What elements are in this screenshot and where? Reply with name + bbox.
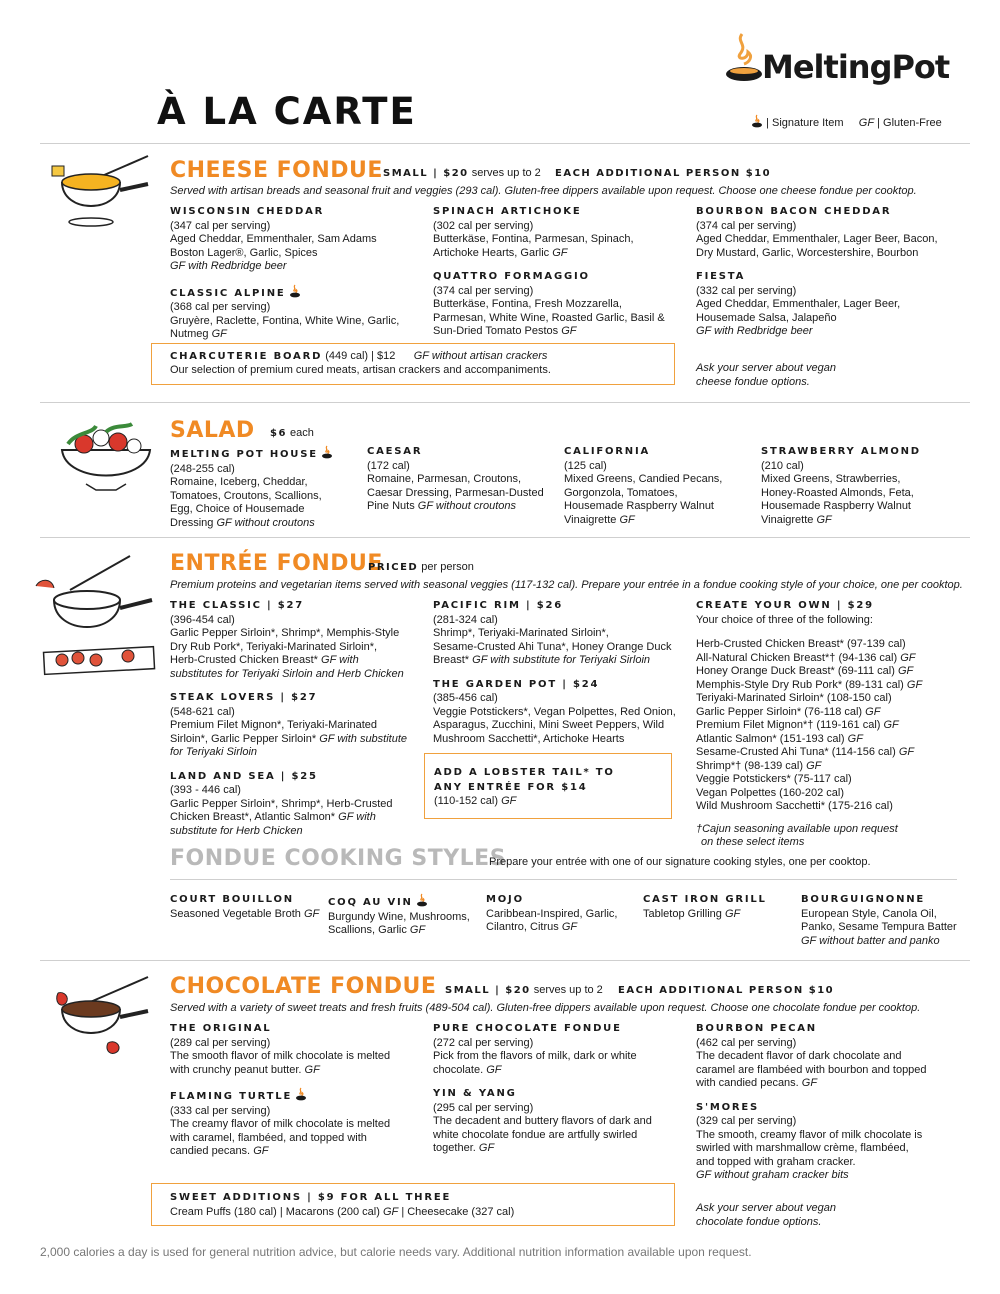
- menu-item: [433, 678, 693, 747]
- item-desc: Gruyère, Raclette, Fontina, White Wine, Garlic,: [170, 314, 400, 327]
- item-gf-note: substitutes for Teriyaki Sirloin and Herb Chicken: [170, 667, 404, 680]
- create-option-text: Sesame-Crusted Ahi Tuna* (114-156 cal): [696, 746, 896, 758]
- create-option: [696, 665, 966, 679]
- item-name: BOURBON PECAN: [696, 1023, 817, 1034]
- signature-flame-icon: [321, 445, 333, 459]
- sweet-gf-note: GF: [382, 1205, 399, 1218]
- item-gf-note: GF: [478, 1142, 495, 1154]
- item-gf-note: GF with substitute for Teriyaki Sirloin: [472, 654, 651, 666]
- vegan-note-line: chocolate fondue options.: [696, 1215, 822, 1228]
- create-option-gf: GF: [898, 746, 915, 758]
- item-desc: Dressing: [170, 516, 214, 529]
- lobster-gf-note: GF: [501, 795, 517, 807]
- item-desc: Romaine, Iceberg, Cheddar,: [170, 476, 308, 488]
- item-cal: (172 cal): [367, 459, 410, 472]
- item-gf-note: GF: [801, 1077, 818, 1089]
- logo-wordmark: MeltingPot: [762, 48, 950, 86]
- item-desc: Nutmeg: [170, 328, 209, 340]
- charcuterie-gf-note: GF without artisan crackers: [413, 350, 548, 362]
- style-cast-iron: [643, 893, 767, 921]
- item-cal: (289 cal per serving): [170, 1036, 271, 1049]
- menu-item: [170, 205, 425, 274]
- item-desc: Housemade Raspberry Walnut: [761, 500, 911, 512]
- footer-disclaimer: 2,000 calories a day is used for general nutrition advice, but calorie needs vary. Additional nutrition information available upon request.: [40, 1245, 752, 1259]
- item-gf-note: GF without graham cracker bits: [696, 1169, 849, 1181]
- entree-col-1: [170, 599, 425, 847]
- item-desc: Boston Lager®, Garlic, Spices: [170, 246, 318, 259]
- salad-price: [270, 427, 314, 439]
- cheese-additional-text: EACH ADDITIONAL PERSON $10: [555, 168, 772, 179]
- create-option: [696, 719, 966, 733]
- cheese-additional: [555, 167, 771, 179]
- create-option-gf: GF: [897, 665, 914, 677]
- item-desc: Pine Nuts: [367, 500, 415, 512]
- item-name: STRAWBERRY ALMOND: [761, 446, 921, 457]
- item-desc: Gorgonzola, Tomatoes,: [564, 486, 678, 499]
- entree-col-2: [433, 599, 693, 755]
- item-desc: Sun-Dried Tomato Pestos: [433, 325, 559, 337]
- salad-bowl-icon: [56, 414, 156, 494]
- brand-logo: [724, 30, 954, 92]
- item-desc: Caribbean-Inspired, Garlic,: [486, 907, 618, 920]
- item-desc: Parmesan, White Wine, Roasted Garlic, Basil &: [433, 311, 665, 324]
- item-gf-note: GF: [253, 1145, 269, 1157]
- item-gf-note: GF: [303, 907, 320, 920]
- charcuterie-cal: (449 cal) | $12: [325, 350, 396, 362]
- entree-priced-bold: PRICED: [368, 562, 419, 573]
- menu-item: [170, 1022, 425, 1077]
- signature-flame-icon: [289, 284, 301, 298]
- item-name: CAESAR: [367, 446, 423, 457]
- item-name: WISCONSIN CHEDDAR: [170, 206, 325, 217]
- cajun-note-line: †Cajun seasoning available upon request: [696, 822, 898, 835]
- entree-intro: Premium proteins and vegetarian items served with seasonal veggies (117-132 cal). Prepare your entrée in a fondue cooking style of your choice, one per cooktop.: [170, 579, 963, 591]
- lobster-addon: [434, 766, 615, 809]
- item-name-text: MELTING POT HOUSE: [170, 449, 318, 460]
- item-name: STEAK LOVERS | $27: [170, 692, 318, 703]
- salad-price-suffix: each: [289, 427, 314, 439]
- signature-flame-icon: [751, 114, 763, 128]
- item-desc: Butterkäse, Fontina, Parmesan, Spinach,: [433, 233, 634, 245]
- page-title: À LA CARTE: [157, 90, 417, 133]
- item-gf-note: GF: [724, 907, 741, 920]
- divider: [40, 402, 970, 403]
- item-desc: Garlic Pepper Sirloin*, Shrimp*, Herb-Crusted: [170, 797, 393, 810]
- item-gf-note: GF with: [338, 811, 376, 823]
- item-desc: Garlic Pepper Sirloin*, Shrimp*, Memphis-Style: [170, 627, 400, 639]
- item-desc: Artichoke Hearts, Garlic: [433, 246, 550, 259]
- charcuterie-desc: Our selection of premium cured meats, artisan crackers and accompaniments.: [170, 363, 551, 376]
- item-cal: (368 cal per serving): [170, 301, 271, 313]
- item-desc: Mushroom Sacchetti*, Artichoke Hearts: [433, 732, 625, 745]
- divider: [40, 143, 970, 144]
- item-cal: (125 cal): [564, 459, 607, 472]
- item-cal: (281-324 cal): [433, 613, 498, 626]
- cheese-col-3: [696, 205, 966, 348]
- item-desc: Aged Cheddar, Emmenthaler, Lager Beer,: [696, 298, 901, 310]
- create-option: [696, 706, 966, 720]
- chocolate-additional-text: EACH ADDITIONAL PERSON $10: [618, 985, 835, 996]
- item-desc: Herb-Crusted Chicken Breast*: [170, 654, 318, 666]
- create-option-text: Teriyaki-Marinated Sirloin* (108-150 cal): [696, 692, 892, 704]
- item-gf-note: GF: [561, 921, 578, 933]
- item-desc: Caesar Dressing, Parmesan-Dusted: [367, 486, 544, 499]
- item-desc: Mixed Greens, Strawberries,: [761, 473, 901, 485]
- styles-intro: Prepare your entrée with one of our signature cooking styles, one per cooktop.: [489, 856, 871, 868]
- cheese-col-1: [170, 205, 425, 351]
- cheese-title: CHEESE FONDUE: [170, 158, 383, 183]
- item-desc: Asparagus, Zucchini, Mini Sweet Peppers, Wild: [433, 719, 665, 731]
- item-desc: candied pecans.: [170, 1145, 251, 1157]
- item-desc: together.: [433, 1142, 476, 1154]
- item-gf-note: GF with Redbridge beer: [696, 325, 813, 337]
- item-desc: Vinaigrette: [564, 513, 617, 526]
- signature-flame-icon: [416, 893, 428, 907]
- create-option-gf: GF: [883, 719, 899, 731]
- item-gf-note: GF: [816, 513, 832, 526]
- create-option: [696, 787, 966, 801]
- item-name: [170, 284, 425, 301]
- chocolate-additional: [618, 984, 834, 996]
- item-desc: Sesame-Crusted Ahi Tuna*, Honey Orange Duck: [433, 640, 672, 653]
- create-option-gf: GF: [847, 732, 863, 745]
- menu-item: [696, 205, 966, 260]
- create-option-text: All-Natural Chicken Breast*† (94-136 cal): [696, 651, 898, 664]
- chocolate-fondue-pot-icon: [48, 973, 158, 1063]
- entree-fondue-pot-icon: [30, 550, 160, 680]
- item-desc: white chocolate fondue are artfully swirled: [433, 1128, 638, 1141]
- salad-item-california: [564, 445, 754, 527]
- create-option: [696, 760, 966, 774]
- salad-item-house: [170, 445, 360, 530]
- lobster-cal: (110-152 cal): [434, 795, 498, 807]
- item-cal: (462 cal per serving): [696, 1036, 797, 1049]
- styles-title: FONDUE COOKING STYLES: [170, 846, 507, 871]
- item-cal: (396-454 cal): [170, 613, 235, 626]
- create-option-text: Garlic Pepper Sirloin* (76-118 cal): [696, 705, 863, 718]
- item-cal: (210 cal): [761, 459, 804, 472]
- item-name: PURE CHOCOLATE FONDUE: [433, 1023, 622, 1034]
- item-desc: Egg, Choice of Housemade: [170, 503, 305, 515]
- cheese-price-note: [383, 167, 541, 179]
- menu-item: [696, 1101, 966, 1183]
- cheese-intro: Served with artisan breads and seasonal fruit and veggies (293 cal). Gluten-free dippers available upon request. Choose one cheese fondue per cooktop.: [170, 185, 917, 197]
- cheese-fondue-pot-icon: [48, 152, 158, 232]
- create-option: [696, 773, 966, 787]
- item-cal: (347 cal per serving): [170, 219, 271, 232]
- item-desc: Dry Mustard, Garlic, Worcestershire, Bourbon: [696, 246, 919, 259]
- item-desc: Honey-Roasted Almonds, Feta,: [761, 486, 914, 499]
- item-name: [170, 1087, 425, 1104]
- item-gf-note: GF with Redbridge beer: [170, 260, 287, 272]
- item-desc: The creamy flavor of milk chocolate is melted: [170, 1118, 391, 1130]
- create-option-text: Veggie Potstickers* (75-117 cal): [696, 773, 852, 785]
- menu-item: [170, 1087, 425, 1159]
- menu-item: [433, 205, 688, 260]
- lobster-title-2: ANY ENTRÉE FOR $14: [434, 781, 588, 793]
- create-option: [696, 652, 966, 666]
- item-cal: (295 cal per serving): [433, 1101, 534, 1114]
- item-gf-note: GF: [304, 1063, 320, 1076]
- signature-flame-icon: [295, 1087, 307, 1101]
- create-option: [696, 746, 966, 760]
- item-gf-note: GF: [561, 325, 577, 337]
- item-name: CREATE YOUR OWN | $29: [696, 600, 874, 611]
- create-option-text: Premium Filet Mignon*† (119-161 cal): [696, 719, 881, 731]
- create-option: [696, 733, 966, 747]
- charcuterie: [170, 350, 670, 377]
- item-desc: Pick from the flavors of milk, dark or white: [433, 1050, 637, 1062]
- chocolate-intro: Served with a variety of sweet treats and fresh fruits (489-504 cal). Gluten-free dippers available upon request. Choose one chocolate fondue per cooktop.: [170, 1002, 921, 1014]
- create-option-gf: GF: [906, 678, 923, 691]
- salad-item-caesar: [367, 445, 557, 514]
- item-name: COURT BOUILLON: [170, 894, 294, 905]
- cajun-note: [696, 823, 966, 849]
- item-desc: Butterkäse, Fontina, Fresh Mozzarella,: [433, 298, 622, 310]
- item-desc: swirled with marshmallow crème, flambéed,: [696, 1142, 909, 1154]
- item-desc: Vinaigrette: [761, 513, 814, 526]
- entree-title: ENTRÉE FONDUE: [170, 551, 383, 576]
- item-name: QUATTRO FORMAGGIO: [433, 271, 590, 282]
- item-cal: (329 cal per serving): [696, 1115, 797, 1127]
- sweet-additions-title: SWEET ADDITIONS | $9 FOR ALL THREE: [170, 1192, 452, 1203]
- cheese-col-2: [433, 205, 688, 348]
- item-name: CALIFORNIA: [564, 446, 651, 457]
- item-name: [170, 445, 360, 462]
- create-option-text: Memphis-Style Dry Rub Pork* (89-131 cal): [696, 678, 904, 691]
- item-desc: The decadent flavor of dark chocolate and: [696, 1050, 902, 1062]
- cajun-note-line: on these select items: [701, 835, 805, 848]
- menu-item: [433, 270, 688, 339]
- item-desc: Dry Rub Pork*, Teriyaki-Marinated Sirloin*,: [170, 640, 378, 653]
- create-option: [696, 692, 966, 706]
- item-desc: caramel are flambéed with bourbon and topped: [696, 1063, 927, 1076]
- chocolate-price-note: [445, 984, 603, 996]
- item-gf-note: GF without batter and panko: [801, 934, 940, 947]
- charcuterie-name: CHARCUTERIE BOARD: [170, 351, 323, 362]
- vegan-note-line: Ask your server about vegan: [696, 1202, 837, 1214]
- chocolate-col-3: [696, 1022, 966, 1192]
- item-desc: with caramel, flambéed, and topped with: [170, 1131, 367, 1144]
- item-name: PACIFIC RIM | $26: [433, 600, 564, 611]
- item-gf-note: GF: [552, 246, 568, 259]
- divider: [40, 960, 970, 961]
- cheese-vegan-note: [696, 362, 836, 389]
- menu-item: [170, 599, 425, 681]
- entree-priced-suffix: per person: [421, 561, 474, 573]
- item-desc: European Style, Canola Oil,: [801, 907, 937, 920]
- salad-title: SALAD: [170, 418, 255, 443]
- item-cal: (393 - 446 cal): [170, 784, 241, 796]
- item-name: LAND AND SEA | $25: [170, 770, 318, 782]
- item-gf-note: GF: [409, 924, 426, 936]
- item-desc: Scallions, Garlic: [328, 924, 407, 936]
- salad-item-strawberry: [761, 445, 961, 527]
- item-name: THE GARDEN POT | $24: [433, 678, 600, 690]
- item-name: CAST IRON GRILL: [643, 894, 767, 905]
- item-cal: (272 cal per serving): [433, 1036, 534, 1049]
- create-options-list: [696, 638, 966, 814]
- create-option-text: Honey Orange Duck Breast* (69-111 cal): [696, 665, 895, 677]
- create-option-text: Atlantic Salmon* (151-193 cal): [696, 732, 845, 745]
- item-cal: (374 cal per serving): [696, 219, 797, 232]
- menu-item: [170, 284, 425, 342]
- create-option: [696, 679, 966, 693]
- item-name: THE ORIGINAL: [170, 1023, 272, 1034]
- create-option-gf: GF: [865, 705, 881, 718]
- create-option-gf: GF: [900, 651, 916, 664]
- item-gf-note: substitute for Herb Chicken: [170, 824, 303, 837]
- item-gf-note: for Teriyaki Sirloin: [170, 746, 258, 758]
- divider: [170, 879, 957, 880]
- create-option: [696, 638, 966, 652]
- item-gf-note: GF without croutons: [417, 500, 516, 512]
- create-option-text: Wild Mushroom Sacchetti* (175-216 cal): [696, 800, 893, 812]
- item-gf-note: GF with: [321, 654, 359, 666]
- chocolate-serves: serves up to 2: [533, 984, 603, 996]
- item-desc: with candied pecans.: [696, 1077, 799, 1089]
- create-option-text: Shrimp*† (98-139 cal): [696, 759, 803, 772]
- item-cal: (548-621 cal): [170, 705, 235, 718]
- create-your-own: [696, 599, 966, 849]
- item-name: SPINACH ARTICHOKE: [433, 206, 582, 217]
- chocolate-col-2: [433, 1022, 688, 1165]
- menu-item: [433, 1022, 688, 1077]
- item-name: BOURGUIGNONNE: [801, 894, 926, 905]
- item-name-text: FLAMING TURTLE: [170, 1091, 293, 1102]
- item-desc: Veggie Potstickers*, Vegan Polpettes, Red Onion,: [433, 705, 676, 718]
- item-gf-note: GF without croutons: [216, 516, 315, 529]
- sweet-additions-items: Cream Puffs (180 cal) | Macarons (200 cal): [170, 1205, 380, 1218]
- style-court-bouillon: [170, 893, 319, 921]
- menu-item: [696, 1022, 966, 1091]
- sweet-additions: [170, 1191, 514, 1219]
- item-desc: Mixed Greens, Candied Pecans,: [564, 473, 723, 485]
- item-desc: Burgundy Wine, Mushrooms,: [328, 910, 470, 923]
- style-mojo: [486, 893, 617, 935]
- vegan-note-line: cheese fondue options.: [696, 375, 810, 388]
- item-name: [328, 893, 470, 910]
- menu-item: [170, 691, 425, 760]
- item-name-text: COQ AU VIN: [328, 897, 413, 908]
- legend-gf-code: GF: [858, 117, 875, 129]
- item-name: BOURBON BACON CHEDDAR: [696, 206, 892, 217]
- item-desc: Sirloin*, Garlic Pepper Sirloin*: [170, 732, 317, 745]
- sweet-additions-items: | Cheesecake (327 cal): [401, 1205, 515, 1218]
- item-desc: chocolate.: [433, 1063, 484, 1076]
- create-option-text: Vegan Polpettes (160-202 cal): [696, 786, 844, 799]
- legend: [748, 114, 942, 129]
- item-name: S'MORES: [696, 1101, 760, 1113]
- item-desc: with crunchy peanut butter.: [170, 1063, 302, 1076]
- item-desc: Housemade Salsa, Jalapeño: [696, 311, 837, 324]
- create-option-gf: GF: [806, 759, 822, 772]
- item-name: THE CLASSIC | $27: [170, 600, 305, 611]
- item-name: MOJO: [486, 894, 524, 905]
- item-desc: Seasoned Vegetable Broth: [170, 907, 301, 920]
- create-option: [696, 800, 966, 814]
- item-cal: (332 cal per serving): [696, 284, 797, 297]
- item-cal: (385-456 cal): [433, 692, 498, 704]
- item-cal: (333 cal per serving): [170, 1104, 271, 1117]
- legend-gf: | Gluten-Free: [877, 117, 942, 129]
- vegan-note-line: Ask your server about vegan: [696, 362, 837, 374]
- item-desc: The smooth flavor of milk chocolate is melted: [170, 1050, 391, 1062]
- chocolate-col-1: [170, 1022, 425, 1168]
- item-name: YIN & YANG: [433, 1088, 517, 1099]
- menu-item: [433, 599, 693, 668]
- entree-priced: [368, 561, 474, 573]
- divider: [40, 537, 970, 538]
- cheese-serves: serves up to 2: [471, 167, 541, 179]
- item-desc: Housemade Raspberry Walnut: [564, 500, 714, 512]
- logo-pot-icon: [724, 32, 764, 88]
- style-coq-au-vin: [328, 893, 470, 938]
- item-cal: (374 cal per serving): [433, 284, 534, 297]
- item-desc: Breast*: [433, 654, 470, 666]
- cheese-price-bold: SMALL | $20: [383, 168, 469, 179]
- item-desc: Panko, Sesame Tempura Batter: [801, 921, 957, 933]
- menu-item: [170, 770, 425, 839]
- create-option-text: Herb-Crusted Chicken Breast* (97-139 cal): [696, 638, 906, 650]
- salad-price-value: $6: [270, 428, 287, 439]
- item-desc: Tomatoes, Croutons, Scallions,: [170, 489, 322, 502]
- item-name: FIESTA: [696, 271, 746, 282]
- item-gf-note: GF: [619, 513, 635, 526]
- item-desc: Romaine, Parmesan, Croutons,: [367, 473, 522, 485]
- item-desc: The decadent and buttery flavors of dark and: [433, 1115, 652, 1127]
- lobster-title-1: ADD A LOBSTER TAIL* TO: [434, 767, 615, 778]
- item-desc: Cilantro, Citrus: [486, 921, 559, 933]
- item-desc: Tabletop Grilling: [643, 907, 722, 920]
- create-intro: Your choice of three of the following:: [696, 613, 873, 626]
- legend-signature: | Signature Item: [766, 117, 844, 129]
- chocolate-title: CHOCOLATE FONDUE: [170, 974, 437, 999]
- chocolate-price-bold: SMALL | $20: [445, 985, 531, 996]
- item-gf-note: GF: [486, 1063, 502, 1076]
- menu-item: [433, 1087, 688, 1156]
- item-desc: Chicken Breast*, Atlantic Salmon*: [170, 811, 336, 823]
- item-cal: (248-255 cal): [170, 462, 235, 475]
- item-cal: (302 cal per serving): [433, 219, 534, 232]
- item-desc: Aged Cheddar, Emmenthaler, Lager Beer, Bacon,: [696, 233, 938, 245]
- item-desc: and topped with graham cracker.: [696, 1155, 856, 1168]
- chocolate-vegan-note: [696, 1202, 836, 1229]
- menu-item: [696, 270, 966, 339]
- item-name-text: CLASSIC ALPINE: [170, 287, 286, 299]
- style-bourguignonne: [801, 893, 957, 948]
- item-gf-note: GF: [211, 328, 227, 340]
- item-gf-note: GF with substitute: [319, 732, 408, 745]
- item-desc: Shrimp*, Teriyaki-Marinated Sirloin*,: [433, 627, 609, 639]
- item-desc: Premium Filet Mignon*, Teriyaki-Marinated: [170, 719, 378, 731]
- item-desc: Aged Cheddar, Emmenthaler, Sam Adams: [170, 233, 377, 245]
- item-desc: The smooth, creamy flavor of milk chocolate is: [696, 1128, 923, 1141]
